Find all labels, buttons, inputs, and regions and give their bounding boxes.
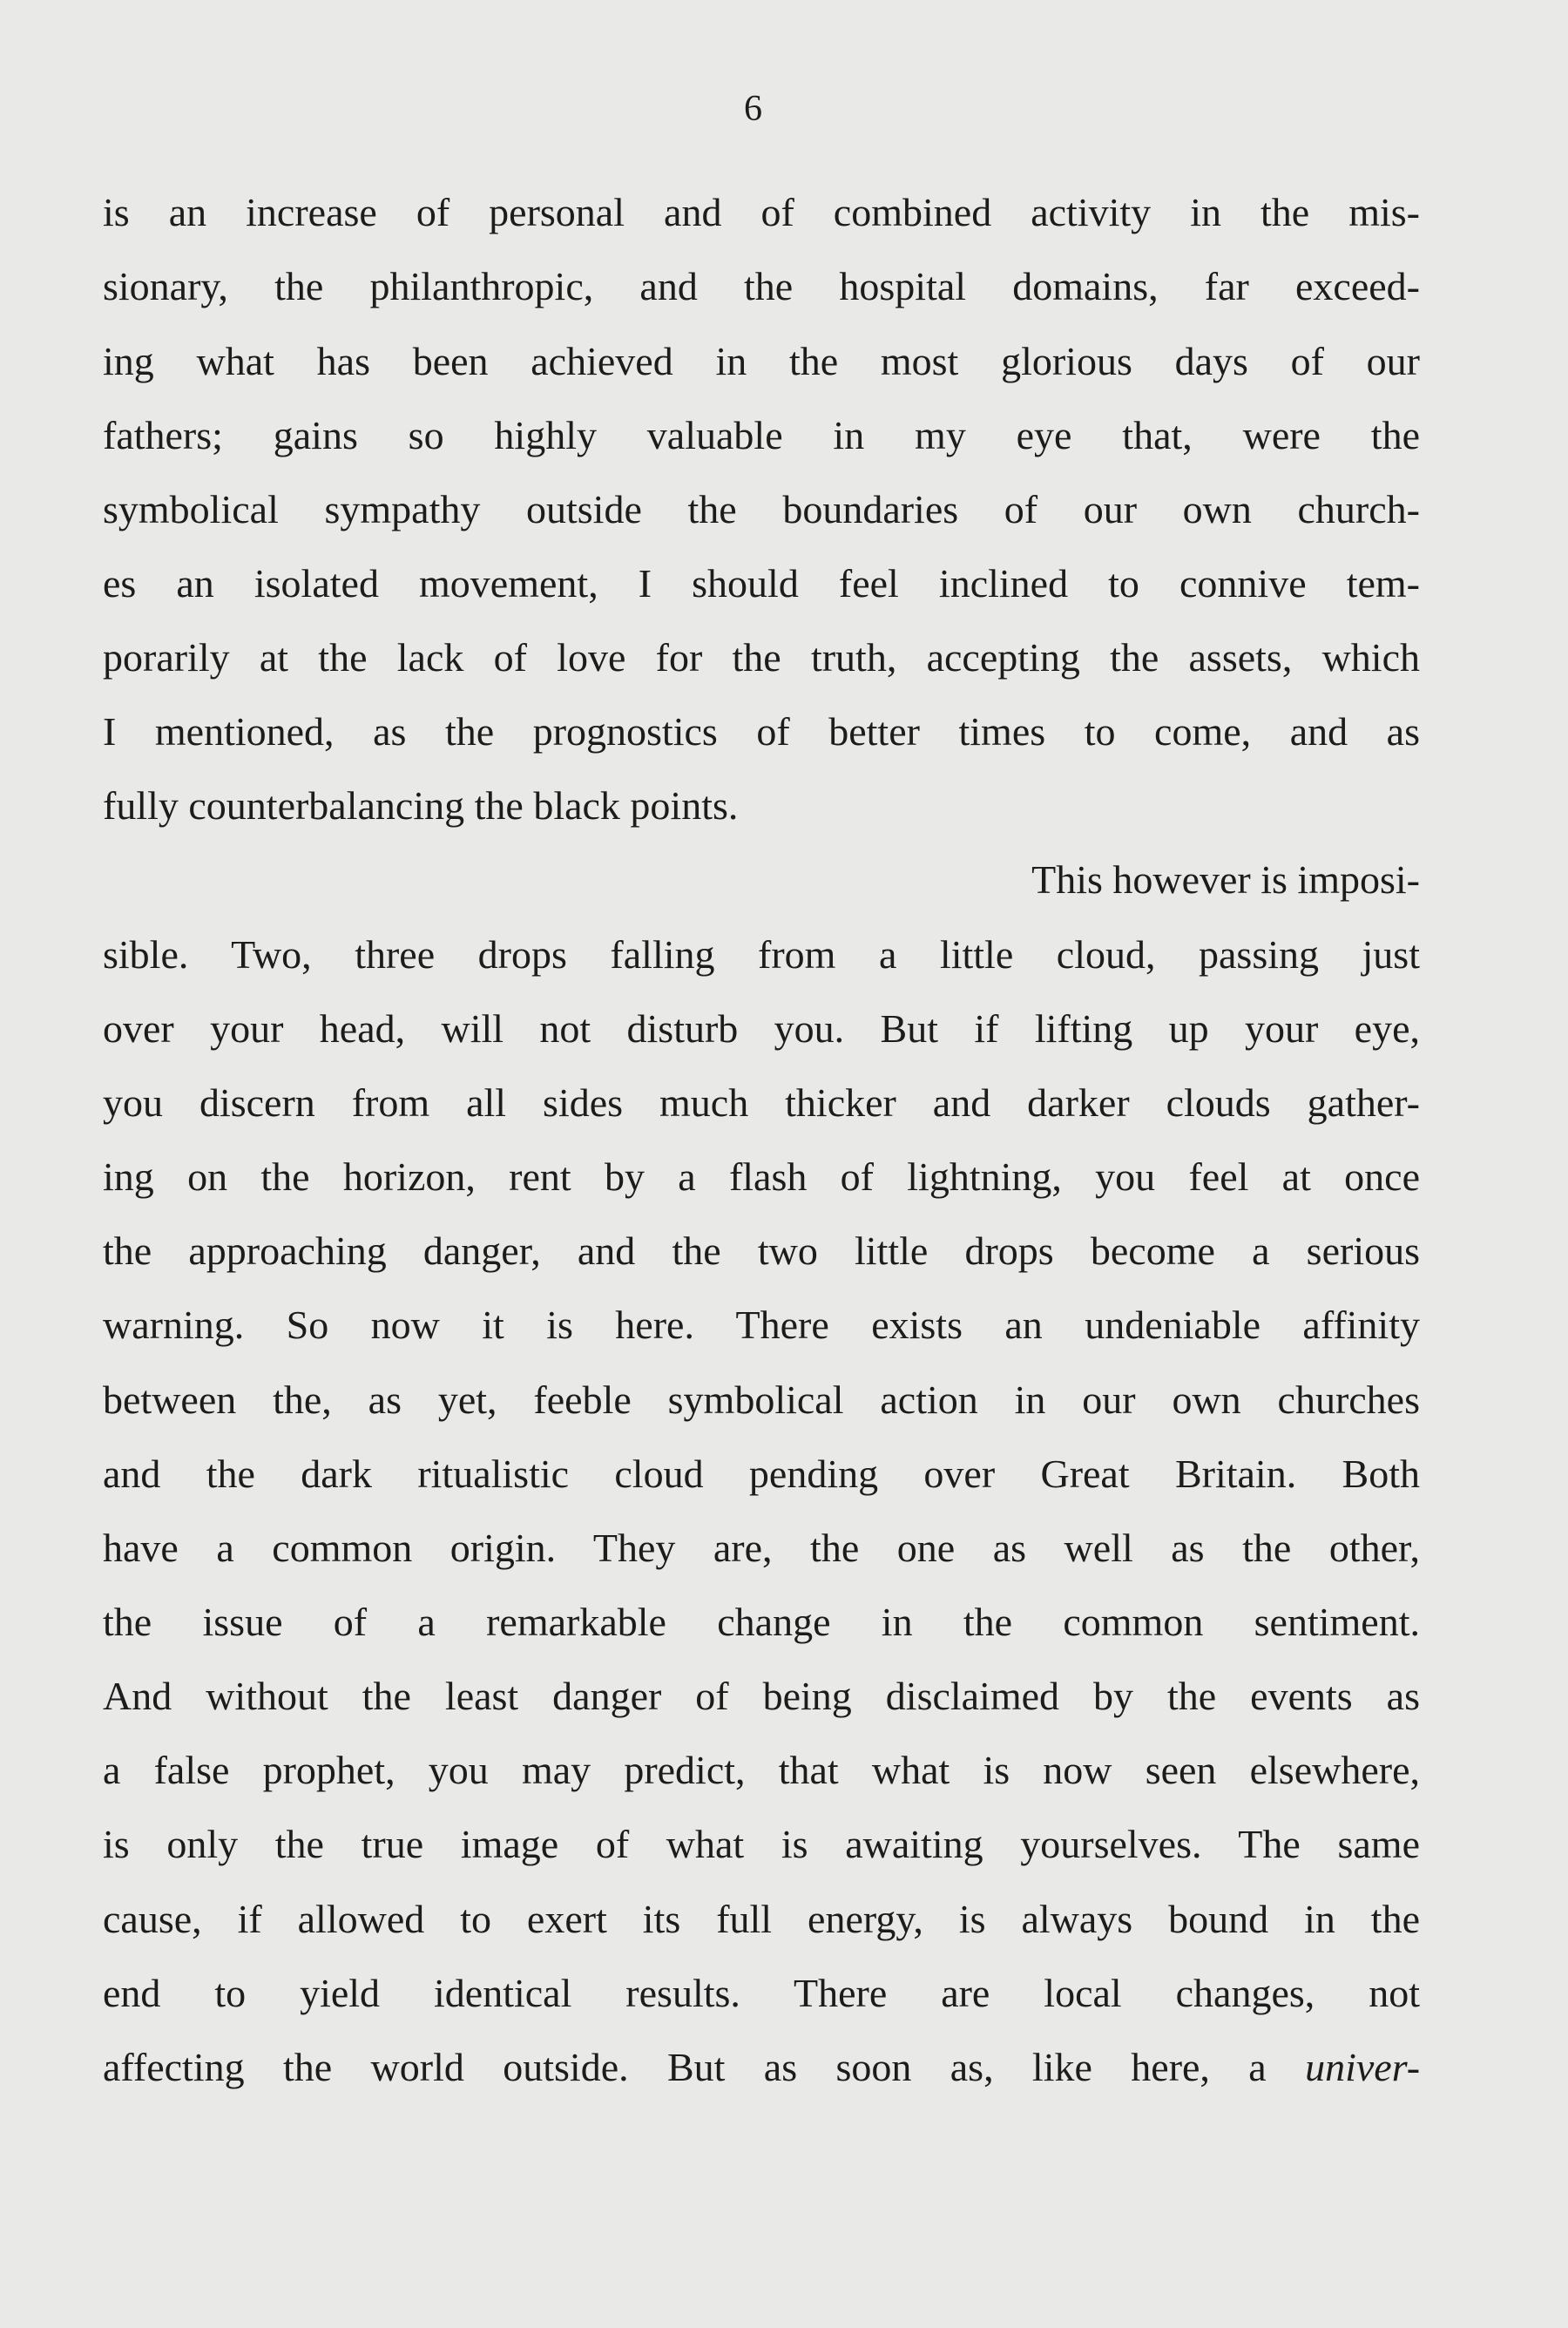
italic-word: univer-	[1305, 2045, 1421, 2089]
text-line-22: a false prophet, you may predict, that what is now seen elsewhere,	[103, 1748, 1420, 1792]
text-line-3: ing what has been achieved in the most glorious days of our	[103, 339, 1420, 383]
paragraph-start-line: This however is imposi-	[1031, 857, 1420, 902]
text-line-24: cause, if allowed to exert its full energy, is always bound in the	[103, 1897, 1420, 1941]
text-line-18: and the dark ritualistic cloud pending over Great Britain. Both	[103, 1452, 1420, 1496]
text-line-4: fathers; gains so highly valuable in my eye that, were the	[103, 413, 1420, 457]
text-line-17: between the, as yet, feeble symbolical action in our own churches	[103, 1377, 1420, 1422]
text-line-11: sible. Two, three drops falling from a little cloud, passing just	[103, 932, 1420, 977]
text-line-12: over your head, will not disturb you. But if lifting up your eye,	[103, 1006, 1420, 1051]
text-line-13: you discern from all sides much thicker and darker clouds gather-	[103, 1080, 1420, 1125]
text-line-23: is only the true image of what is awaiting yourselves. The same	[103, 1822, 1420, 1866]
text-line-26	[103, 2043, 1420, 2092]
text-line-16: warning. So now it is here. There exists an undeniable affinity	[103, 1303, 1420, 1347]
text-line-14: ing on the horizon, rent by a flash of lightning, you feel at once	[103, 1154, 1420, 1199]
text-line-7: porarily at the lack of love for the truth, accepting the assets, which	[103, 635, 1420, 680]
page-number: 6	[744, 89, 763, 129]
text-line-8: I mentioned, as the prognostics of better times to come, and as	[103, 709, 1420, 754]
text-line-26-roman: affecting the world outside. But as soon as, like here, a	[103, 2045, 1267, 2089]
text-line-1: is an increase of personal and of combined activity in the mis-	[103, 190, 1420, 234]
text-line-5: symbolical sympathy outside the boundaries of our own church-	[103, 487, 1420, 531]
text-line-19: have a common origin. They are, the one as well as the other,	[103, 1526, 1420, 1570]
text-line-20: the issue of a remarkable change in the common sentiment.	[103, 1600, 1420, 1644]
text-line-9: fully counterbalancing the black points.	[103, 783, 739, 828]
text-line-25: end to yield identical results. There are local changes, not	[103, 1971, 1420, 2015]
text-line-6: es an isolated movement, I should feel inclined to connive tem-	[103, 561, 1420, 606]
text-line-21: And without the least danger of being disclaimed by the events as	[103, 1674, 1420, 1718]
text-line-15: the approaching danger, and the two little drops become a serious	[103, 1228, 1420, 1273]
text-line-2: sionary, the philanthropic, and the hospital domains, far exceed-	[103, 264, 1420, 308]
